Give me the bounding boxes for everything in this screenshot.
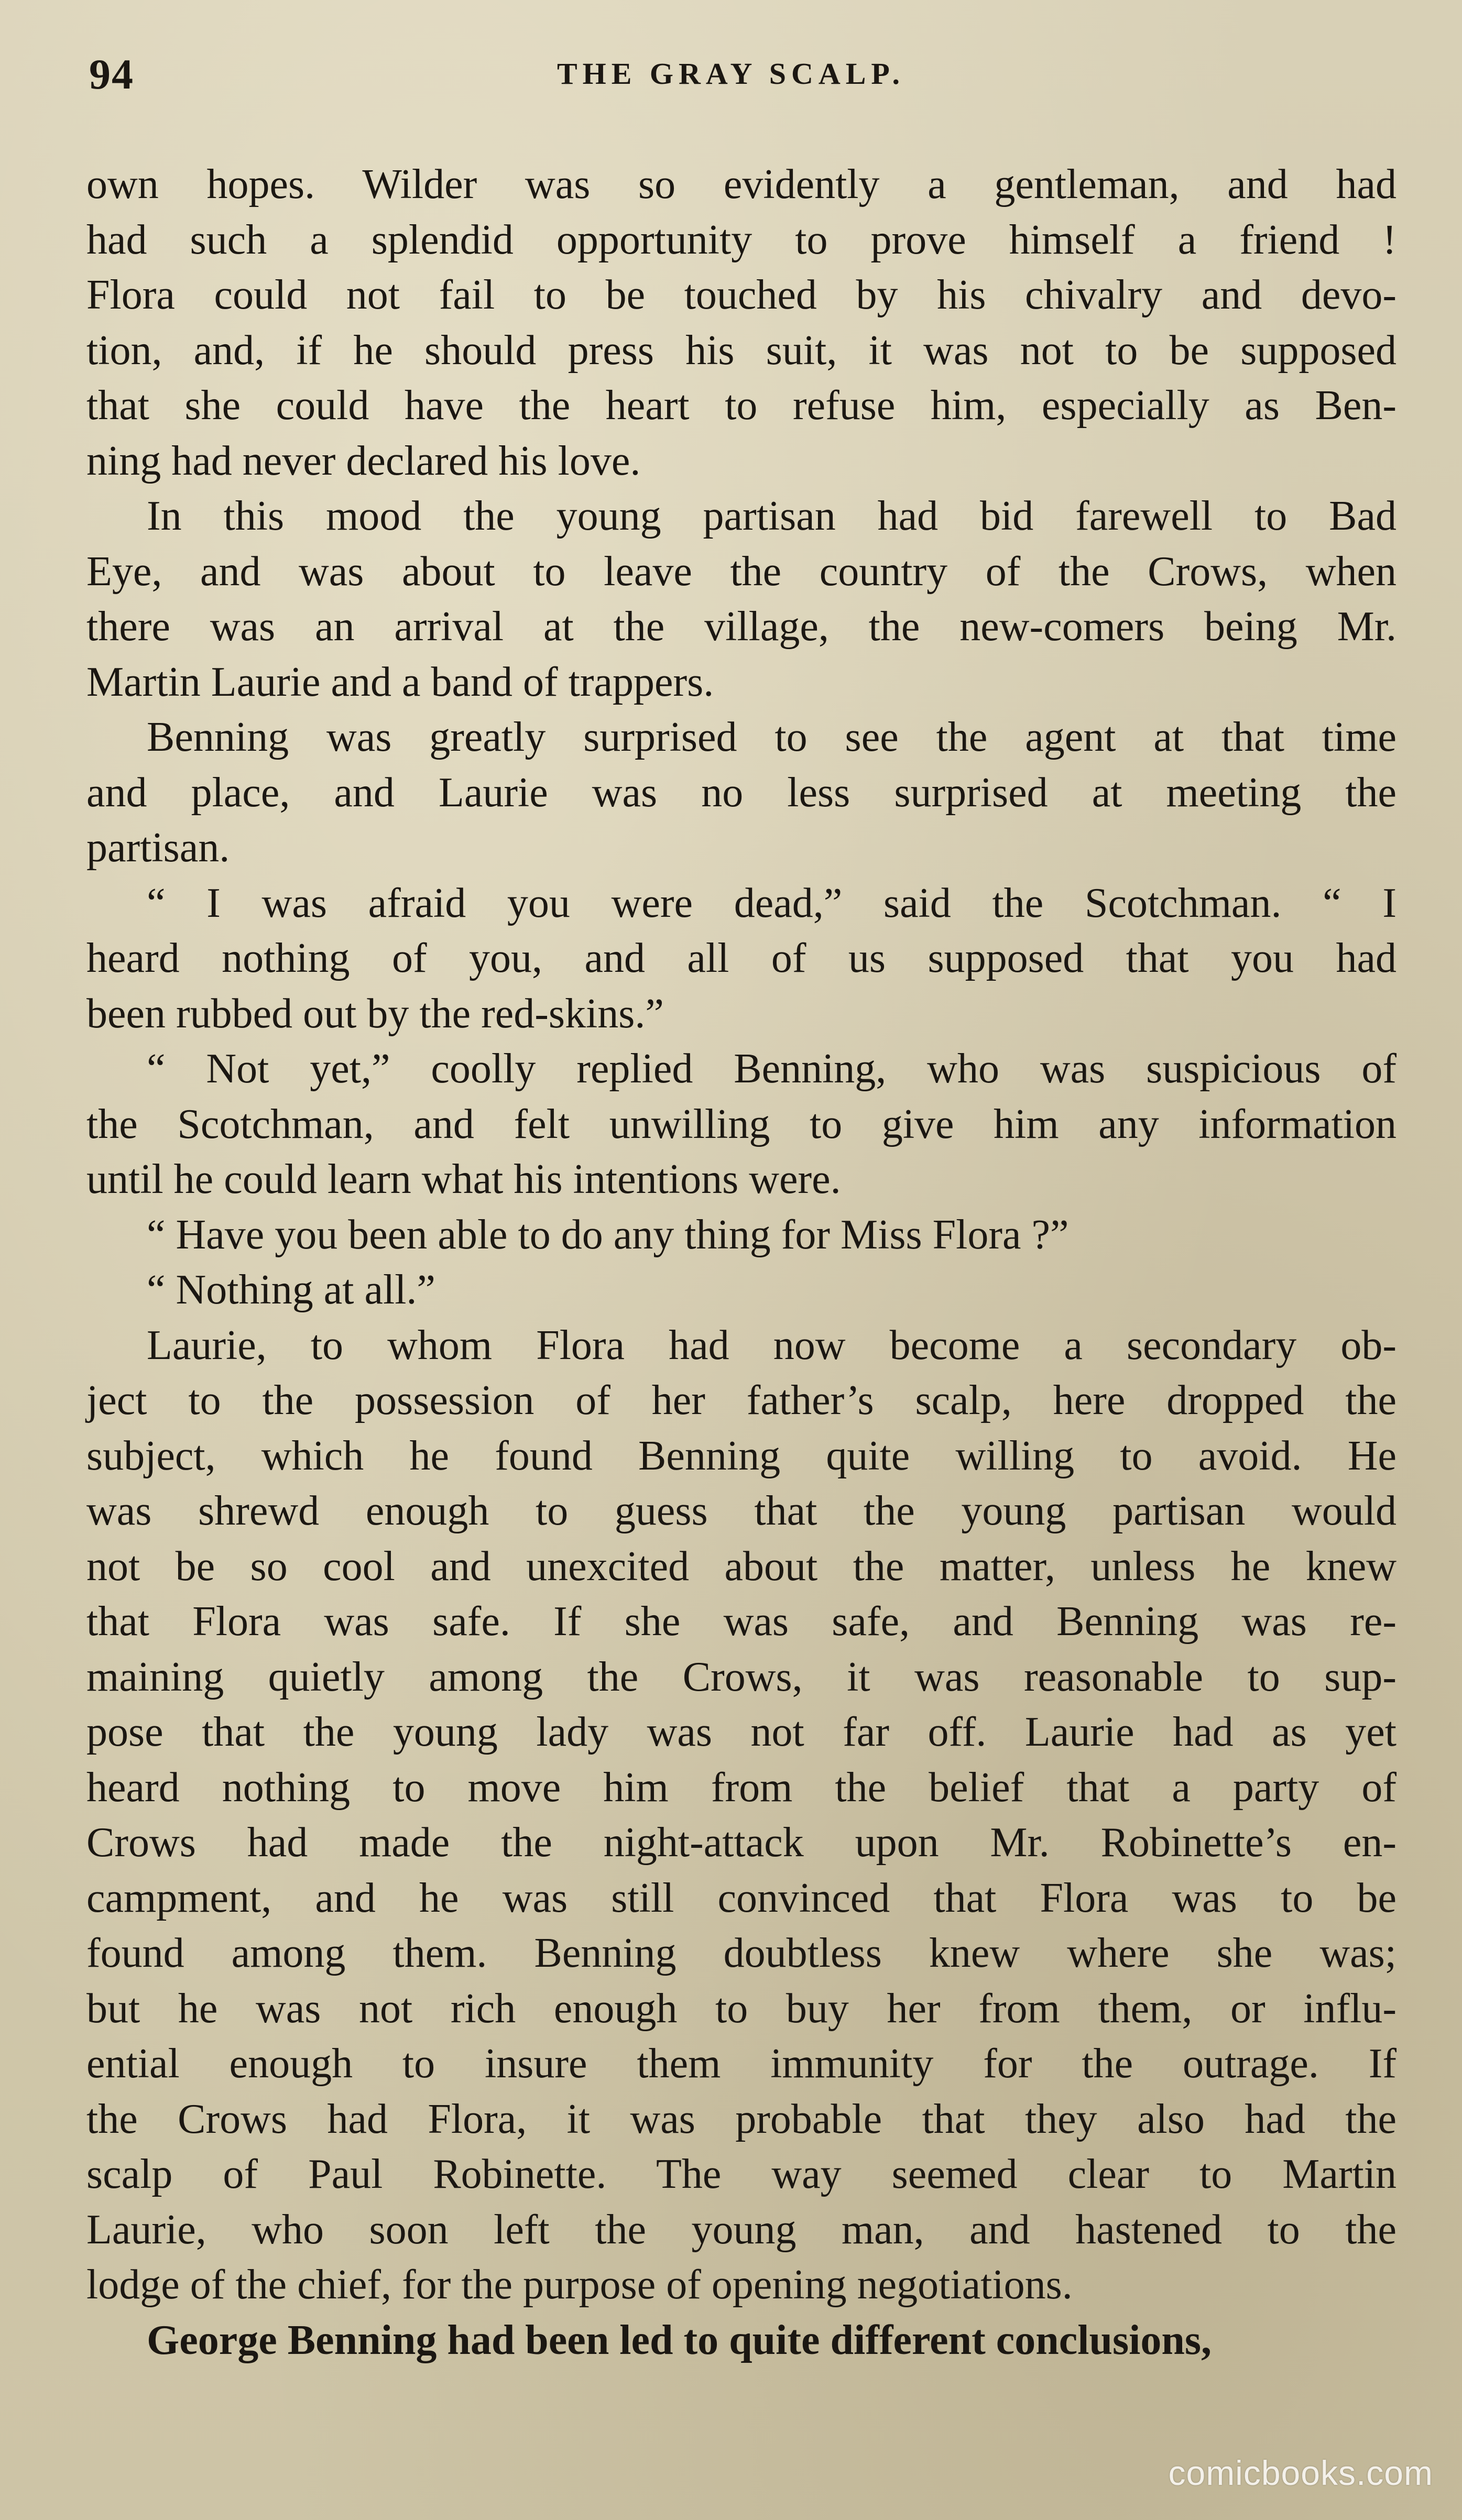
text-line: Martin Laurie and a band of trappers. bbox=[86, 659, 714, 705]
text-line: ning had never declared his love. bbox=[86, 437, 641, 484]
running-title: THE GRAY SCALP. bbox=[557, 57, 905, 91]
text-line: heard nothing of you, and all of us supposed that you had bbox=[86, 935, 1396, 981]
text-line: Laurie, who soon left the young man, and hastened to the bbox=[86, 2206, 1396, 2253]
text-line: ject to the possession of her father’s scalp, here dropped the bbox=[86, 1377, 1396, 1423]
text-line: pose that the young lady was not far off. Laurie had as yet bbox=[86, 1709, 1396, 1755]
text-line: Laurie, to whom Flora had now become a secondary ob- bbox=[147, 1322, 1396, 1368]
body-text bbox=[86, 157, 1396, 2368]
text-line: the Crows had Flora, it was probable that they also had the bbox=[86, 2096, 1396, 2142]
text-line: “ Have you been able to do any thing for Miss Flora ?” bbox=[147, 1211, 1069, 1258]
text-line: ential enough to insure them immunity for the outrage. If bbox=[86, 2041, 1396, 2087]
text-line: partisan. bbox=[86, 825, 230, 871]
text-line: tion, and, if he should press his suit, it was not to be supposed bbox=[86, 327, 1396, 374]
text-line: heard nothing to move him from the belief that a party of bbox=[86, 1764, 1396, 1811]
text-line: campment, and he was still convinced that Flora was to be bbox=[86, 1875, 1396, 1921]
text-line: but he was not rich enough to buy her from them, or influ- bbox=[86, 1985, 1396, 2032]
text-line: Eye, and was about to leave the country of the Crows, when bbox=[86, 548, 1396, 595]
text-line: Flora could not fail to be touched by his chivalry and devo- bbox=[86, 272, 1396, 318]
text-line: “ I was afraid you were dead,” said the Scotchman. “ I bbox=[147, 880, 1396, 926]
text-line: “ Nothing at all.” bbox=[147, 1267, 435, 1313]
text-line: until he could learn what his intentions were. bbox=[86, 1156, 841, 1202]
text-line: had such a splendid opportunity to prove himself a friend ! bbox=[86, 216, 1396, 263]
text-line: In this mood the young partisan had bid farewell to Bad bbox=[147, 493, 1396, 539]
page-header bbox=[79, 50, 1383, 102]
text-line: George Benning had been led to quite different conclusions, bbox=[147, 2317, 1212, 2363]
text-line: own hopes. Wilder was so evidently a gentleman, and had bbox=[86, 161, 1396, 207]
text-line: found among them. Benning doubtless knew where she was; bbox=[86, 1930, 1396, 1976]
text-line: there was an arrival at the village, the new-comers being Mr. bbox=[86, 604, 1396, 650]
text-line: was shrewd enough to guess that the young partisan would bbox=[86, 1488, 1396, 1534]
text-line: lodge of the chief, for the purpose of opening negotiations. bbox=[86, 2262, 1073, 2308]
text-line: maining quietly among the Crows, it was reasonable to sup- bbox=[86, 1653, 1396, 1700]
text-line: that Flora was safe. If she was safe, and Benning was re- bbox=[86, 1598, 1396, 1645]
text-line: “ Not yet,” coolly replied Benning, who was suspicious of bbox=[147, 1046, 1396, 1092]
text-line: that she could have the heart to refuse him, especially as Ben- bbox=[86, 382, 1396, 429]
text-line: not be so cool and unexcited about the matter, unless he knew bbox=[86, 1543, 1396, 1590]
text-line: the Scotchman, and felt unwilling to give him any information bbox=[86, 1101, 1396, 1147]
text-line: and place, and Laurie was no less surprised at meeting the bbox=[86, 769, 1396, 816]
watermark: comicbooks.com bbox=[1168, 2453, 1433, 2492]
page-number: 94 bbox=[89, 50, 134, 98]
text-line: subject, which he found Benning quite willing to avoid. He bbox=[86, 1432, 1396, 1479]
text-line: been rubbed out by the red-skins.” bbox=[86, 990, 664, 1037]
text-line: Benning was greatly surprised to see the agent at that time bbox=[147, 714, 1396, 760]
text-line: scalp of Paul Robinette. The way seemed clear to Martin bbox=[86, 2151, 1396, 2197]
text-line: Crows had made the night-attack upon Mr. Robinette’s en- bbox=[86, 1820, 1396, 1866]
